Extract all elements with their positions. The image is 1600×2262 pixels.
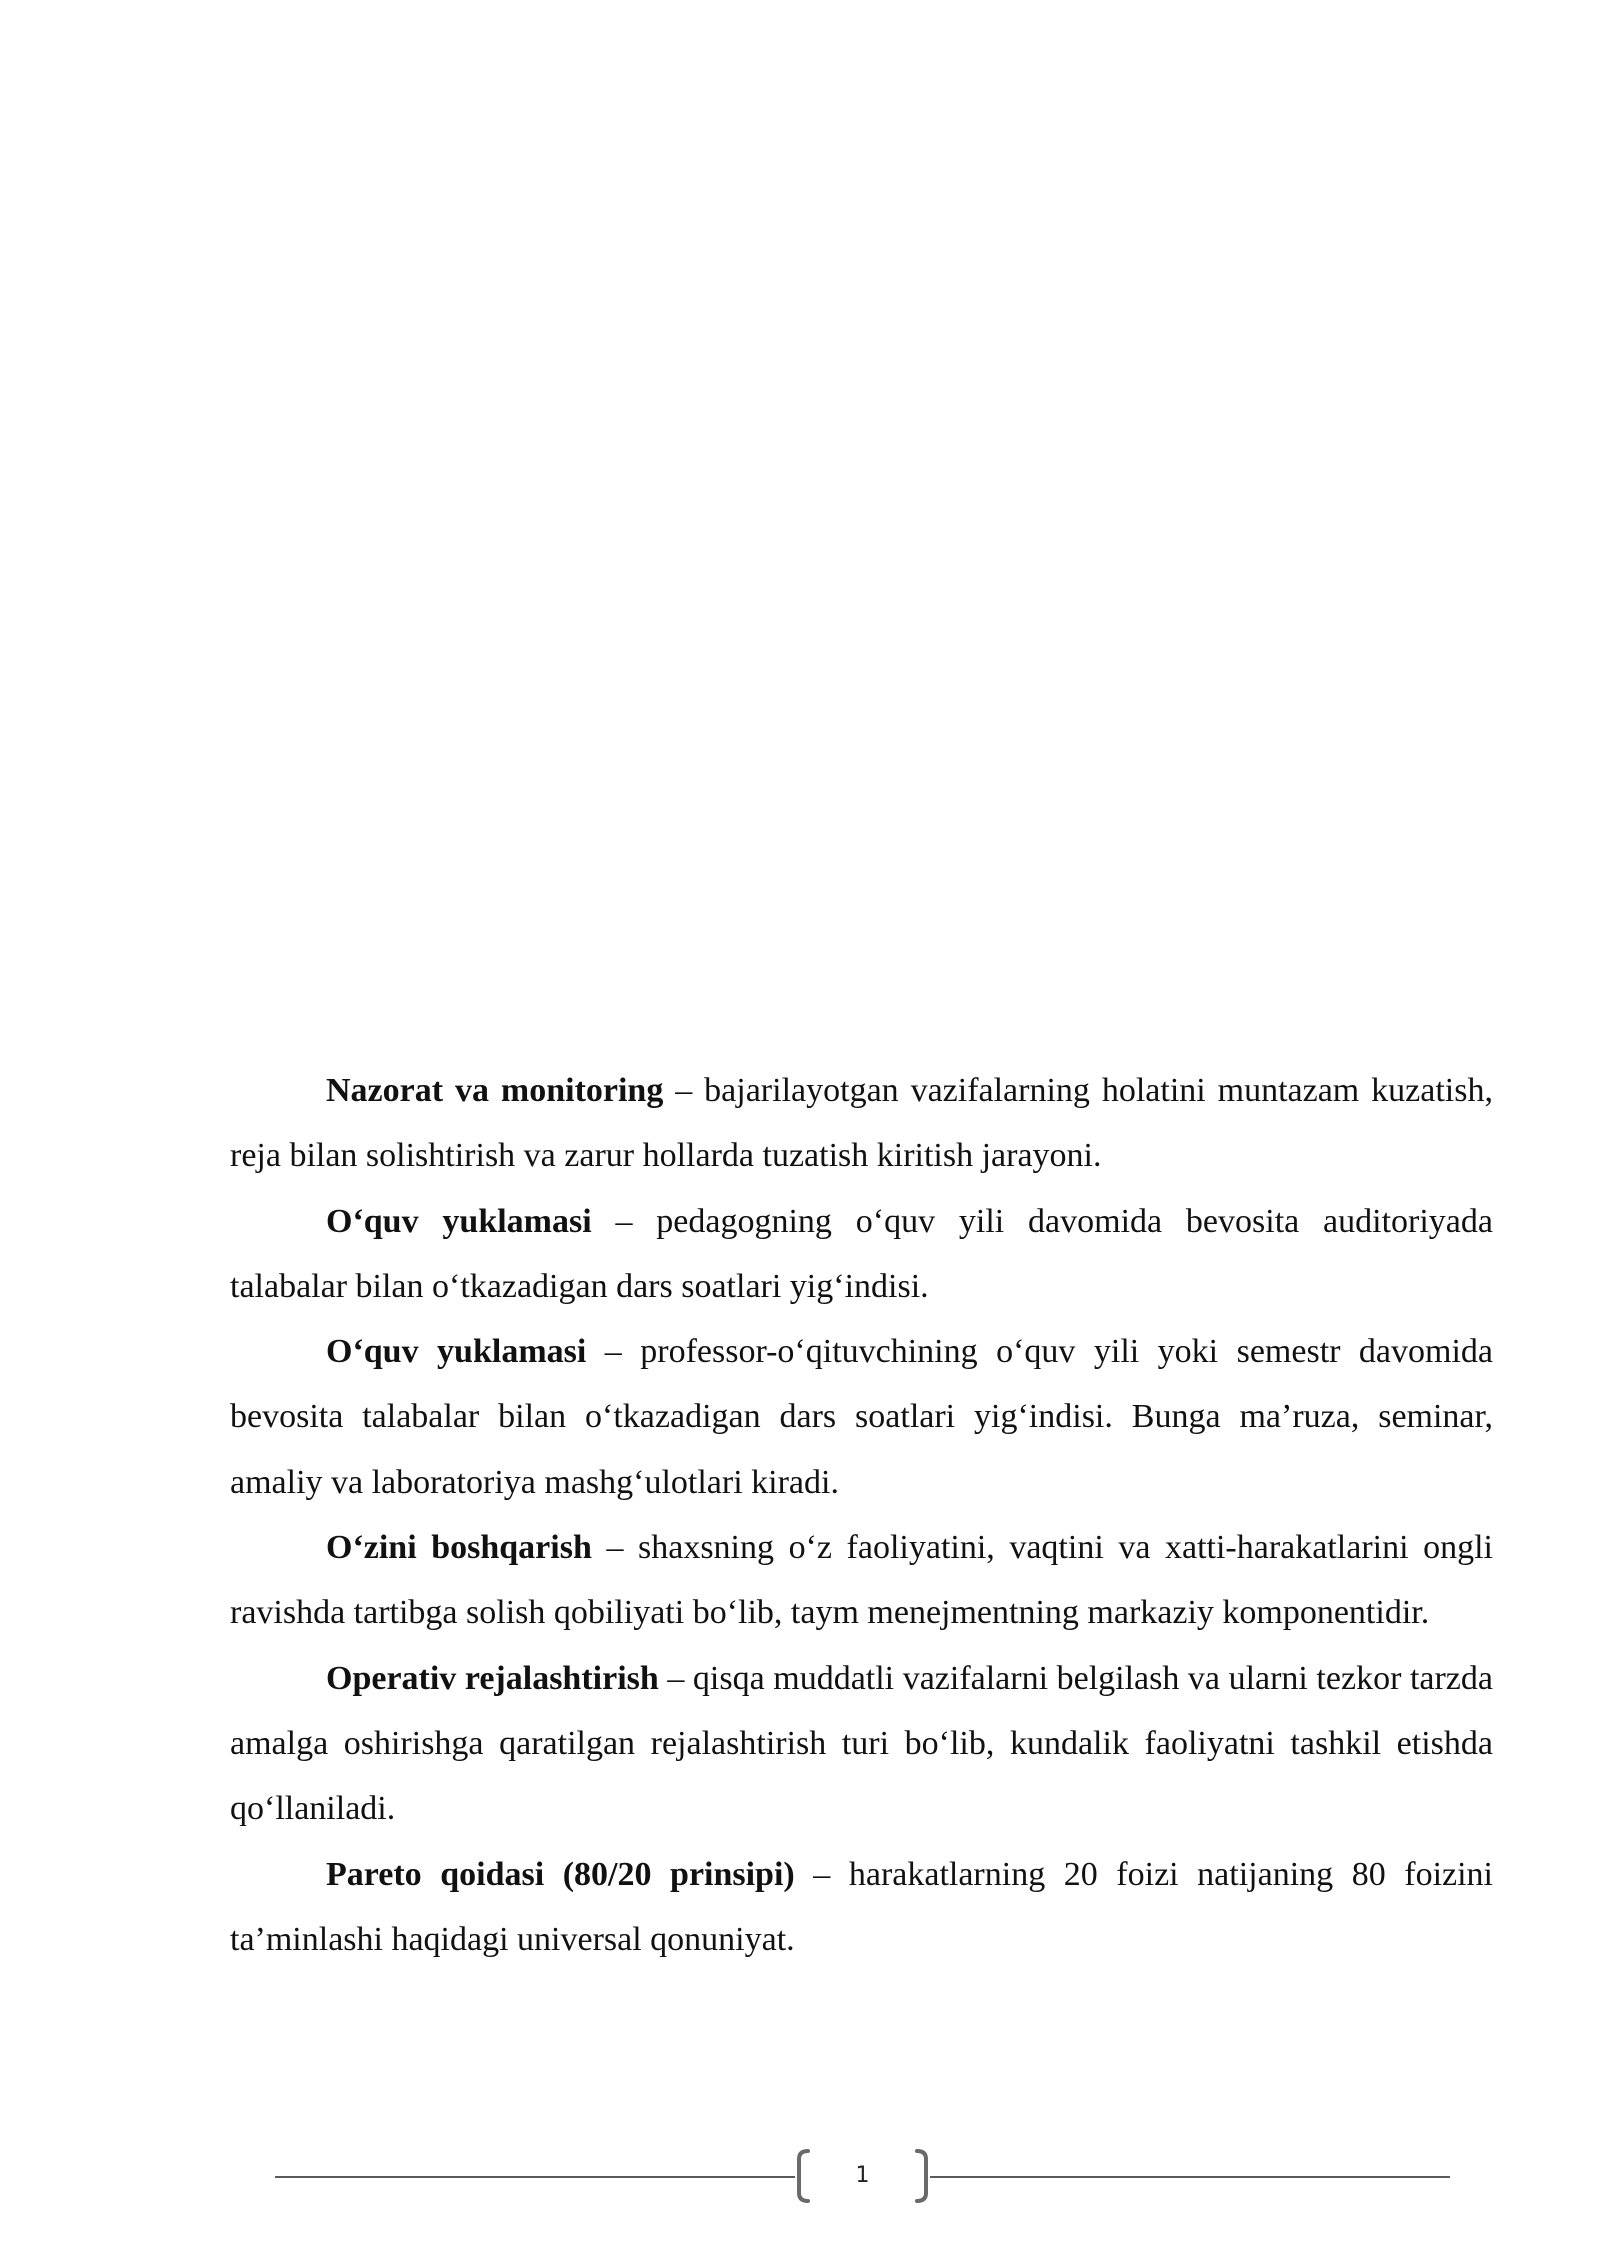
glossary-entry [230,1515,1493,1646]
footer-divider-left [275,2176,795,2178]
footer-divider-right [930,2176,1450,2178]
glossary-term: Pareto qoidasi (80/20 prinsipi) [326,1855,795,1893]
glossary-entry [230,1842,1493,1973]
glossary-term: Operativ rejalashtirish [326,1659,659,1697]
glossary-definition: – bajarilayotgan vazifalarning holatini muntazam kuzatish, reja bilan solishtirish va zarur hollarda tuzatish kiritish jarayoni. [230,1072,1493,1175]
glossary-entry [230,1189,1493,1320]
left-brace-icon [795,2149,811,2203]
page-footer [275,2146,1450,2206]
glossary-entry [230,1646,1493,1842]
page-number: 1 [855,2163,870,2188]
glossary-definition: – pedagogning o‘quv yili davomida bevosita auditoriyada talabalar bilan o‘tkazadigan dars soatlari yig‘indisi. [230,1202,1493,1305]
glossary-term: O‘zini boshqarish [326,1529,592,1567]
glossary-term: O‘quv yuklamasi [326,1202,592,1240]
glossary-entry [230,1319,1493,1515]
glossary-definition: – qisqa muddatli vazifalarni belgilash va ularni tezkor tarzda amalga oshirishga qaratilgan rejalashtirish turi bo‘lib, kundalik faoliyatni tashkil etishda qo‘llaniladi. [230,1659,1493,1828]
glossary-term: O‘quv yuklamasi [326,1333,587,1371]
glossary-definition: – shaxsning o‘z faoliyatini, vaqtini va xatti-harakatlarini ongli ravishda tartibga solish qobiliyati bo‘lib, taym menejmentning markaziy komponentidir. [230,1529,1493,1632]
glossary-content [230,1058,1493,1972]
glossary-definition: – harakatlarning 20 foizi natijaning 80 foizini ta’minlashi haqidagi universal qonuniyat. [230,1855,1493,1958]
right-brace-icon [914,2149,930,2203]
glossary-term: Nazorat va monitoring [326,1072,664,1109]
glossary-definition: – professor-o‘qituvchining o‘quv yili yoki semestr davomida bevosita talabalar bilan o‘tkazadigan dars soatlari yig‘indisi. Bunga ma’ruza, seminar, amaliy va laboratoriya mashg‘ulotlari kiradi. [230,1333,1493,1501]
glossary-entry [230,1058,1493,1189]
